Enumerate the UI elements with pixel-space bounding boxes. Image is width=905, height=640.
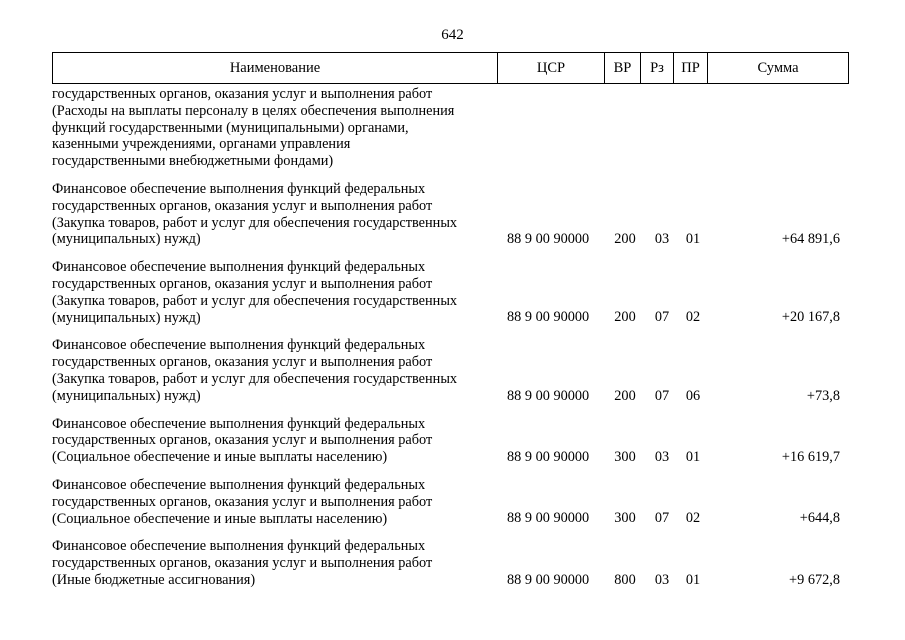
text-line: (муниципальных) нужд) [52,309,201,326]
text-line: государственных органов, оказания услуг и выполнения работ [52,275,433,292]
row-values [52,572,848,589]
cell-sum: +9 672,8 [789,571,840,588]
header-vr: ВР [605,53,641,84]
text-line: Финансовое обеспечение выполнения функций федеральных [52,337,426,354]
cell-pr: 01 [685,231,701,248]
header-rz: Рз [641,53,674,84]
table-row [52,181,848,248]
cell-pr: 01 [685,448,701,465]
text-line: (Расходы на выплаты персоналу в целях обеспечения выполнения [52,102,455,119]
text-line: (Закупка товаров, работ и услуг для обеспечения государственных [52,292,458,309]
header-pr: ПР [674,53,708,84]
text-line: (Закупка товаров, работ и услуг для обеспечения государственных [52,370,458,387]
text-line: функций государственными (муниципальными) органами, [52,119,409,136]
cell-pr: 01 [685,571,701,588]
cell-vr: 800 [614,571,636,588]
cell-vr: 200 [614,309,636,326]
header-sum: Сумма [708,53,849,84]
table-row [52,538,848,588]
page-number: 642 [441,27,464,43]
cell-rz: 03 [654,448,670,465]
text-line: государственных органов, оказания услуг и выполнения работ [52,86,433,102]
text-line: государственных органов, оказания услуг и выполнения работ [52,555,433,572]
cell-pr: 06 [685,387,701,404]
cell-csr: 88 9 00 90000 [507,231,590,248]
header-name: Наименование [53,53,498,84]
text-line: государственных органов, оказания услуг и выполнения работ [52,432,433,449]
table-header [52,52,849,84]
row-values [52,449,848,466]
text-line: государственными внебюджетными фондами) [52,153,334,170]
text-line: государственных органов, оказания услуг и выполнения работ [52,493,433,510]
text-line: Финансовое обеспечение выполнения функций федеральных [52,259,426,276]
cell-csr: 88 9 00 90000 [507,387,590,404]
cell-csr: 88 9 00 90000 [507,510,590,527]
cell-vr: 300 [614,510,636,527]
row-values [52,510,848,527]
cell-rz: 07 [654,510,670,527]
continuation-name [52,86,492,170]
text-line: государственных органов, оказания услуг и выполнения работ [52,197,433,214]
row-values [52,231,848,248]
text-line: (Социальное обеспечение и иные выплаты населению) [52,510,388,527]
text-line: (Иные бюджетные ассигнования) [52,571,256,588]
text-line: государственных органов, оказания услуг и выполнения работ [52,354,433,371]
cell-rz: 07 [654,309,670,326]
cell-pr: 02 [685,309,701,326]
cell-pr: 02 [685,510,701,527]
table-row [52,416,848,466]
cell-vr: 200 [614,387,636,404]
text-line: Финансовое обеспечение выполнения функций федеральных [52,538,426,555]
text-line: казенными учреждениями, органами управления [52,136,351,153]
cell-vr: 200 [614,231,636,248]
row-values [52,309,848,326]
text-line: (Социальное обеспечение и иные выплаты населению) [52,449,388,466]
text-line: (Закупка товаров, работ и услуг для обеспечения государственных [52,214,458,231]
cell-csr: 88 9 00 90000 [507,448,590,465]
text-line: (муниципальных) нужд) [52,387,201,404]
cell-vr: 300 [614,448,636,465]
cell-rz: 03 [654,571,670,588]
text-line: Финансовое обеспечение выполнения функций федеральных [52,180,426,197]
table-row [52,337,848,404]
row-values [52,388,848,405]
cell-rz: 07 [654,387,670,404]
cell-csr: 88 9 00 90000 [507,309,590,326]
cell-csr: 88 9 00 90000 [507,571,590,588]
cell-sum: +644,8 [799,510,840,527]
text-line: Финансовое обеспечение выполнения функций федеральных [52,476,426,493]
cell-rz: 03 [654,231,670,248]
continuation-row [52,86,848,170]
header-csr: ЦСР [498,53,605,84]
rows-container [52,181,848,589]
cell-sum: +16 619,7 [781,448,840,465]
text-line: (муниципальных) нужд) [52,231,201,248]
table-row [52,477,848,527]
cell-sum: +73,8 [806,387,840,404]
text-line: Финансовое обеспечение выполнения функций федеральных [52,415,426,432]
table-row [52,259,848,326]
cell-sum: +20 167,8 [781,309,840,326]
cell-sum: +64 891,6 [781,231,840,248]
table-body [52,86,848,589]
